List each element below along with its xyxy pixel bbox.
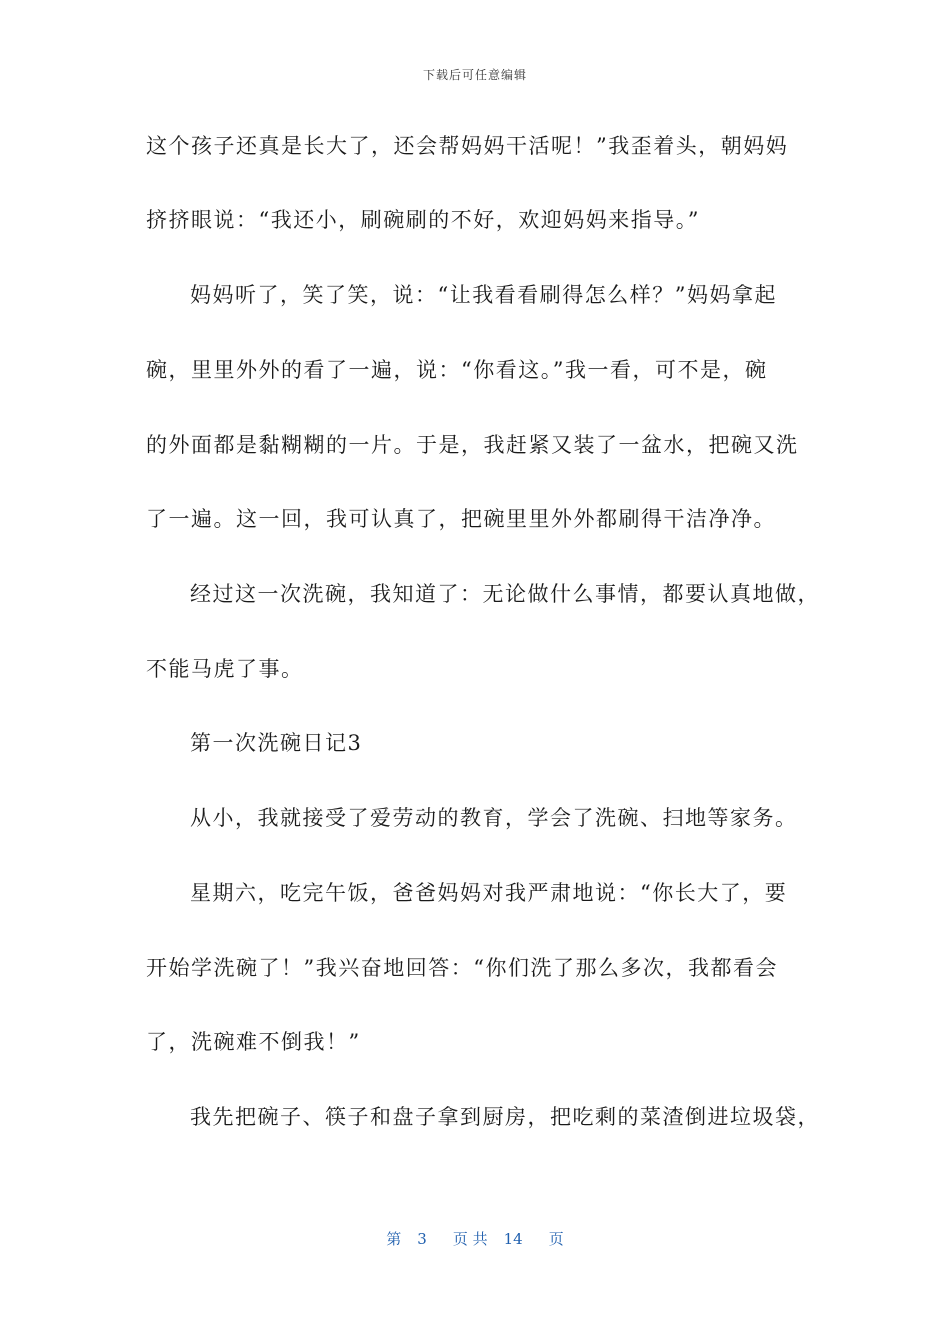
text-line-12: 开始学洗碗了！”我兴奋地回答：“你们洗了那么多次，我都看会 (146, 956, 778, 980)
text-line-4: 碗，里里外外的看了一遍，说：“你看这。”我一看，可不是，碗 (146, 358, 768, 382)
text-line-10: 从小，我就接受了爱劳动的教育，学会了洗碗、扫地等家务。 (190, 806, 798, 830)
section-heading: 第一次洗碗日记3 (190, 731, 363, 755)
footer-suffix: 页 (548, 1230, 564, 1248)
text-line-6: 了一遍。这一回，我可认真了，把碗里里外外都刷得干洁净净。 (146, 507, 776, 531)
page-footer (0, 1228, 950, 1249)
total-pages-number: 14 (503, 1230, 523, 1248)
footer-middle: 页 共 (452, 1230, 488, 1248)
current-page-number: 3 (417, 1230, 427, 1248)
text-line-11: 星期六，吃完午饭，爸爸妈妈对我严肃地说：“你长大了，要 (190, 881, 788, 905)
text-line-8: 不能马虎了事。 (146, 657, 304, 681)
text-line-2: 挤挤眼说：“我还小，刷碗刷的不好，欢迎妈妈来指导。” (146, 208, 700, 232)
text-line-7: 经过这一次洗碗，我知道了：无论做什么事情，都要认真地做， (190, 582, 820, 606)
text-line-1: 这个孩子还真是长大了，还会帮妈妈干活呢！”我歪着头，朝妈妈 (146, 134, 789, 158)
text-line-5: 的外面都是黏糊糊的一片。于是，我赶紧又装了一盆水，把碗又洗 (146, 433, 799, 457)
page-header: 下载后可任意编辑 (422, 68, 527, 82)
text-line-3: 妈妈听了，笑了笑，说：“让我看看刷得怎么样？”妈妈拿起 (190, 283, 777, 307)
text-line-14: 我先把碗子、筷子和盘子拿到厨房，把吃剩的菜渣倒进垃圾袋， (190, 1105, 820, 1129)
text-line-13: 了，洗碗难不倒我！” (146, 1030, 361, 1054)
footer-prefix: 第 (386, 1230, 402, 1248)
